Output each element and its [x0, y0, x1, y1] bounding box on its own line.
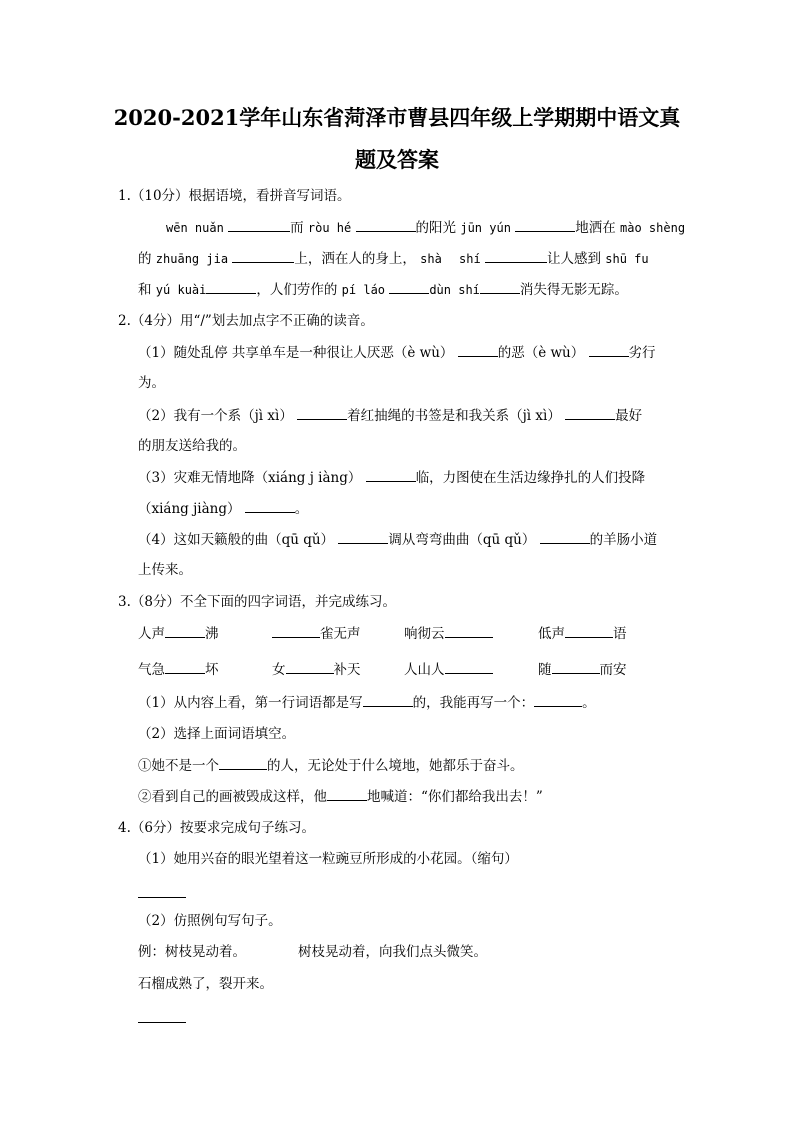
answer-blank[interactable] [445, 660, 493, 674]
q4-sub1: （1）她用兴奋的眼光望着这一粒豌豆所形成的小花园。（缩句） [138, 851, 518, 867]
answer-blank[interactable] [165, 624, 205, 638]
answer-blank[interactable] [297, 406, 347, 420]
answer-blank[interactable] [565, 624, 613, 638]
answer-blank[interactable] [206, 280, 256, 294]
q1-line3: 和 yú kuài ，人们劳作的 pí láo dùn shí 消失得无影无踪。 [138, 282, 628, 298]
answer-line[interactable] [138, 897, 186, 898]
answer-blank[interactable] [485, 249, 547, 263]
answer-blank[interactable] [540, 530, 590, 544]
answer-blank[interactable] [515, 218, 575, 232]
q3-sub2: （2）选择上面词语填空。 [138, 726, 296, 742]
q2-item4-line2: 上传来。 [138, 562, 192, 578]
q3-word-r2c3: 人山人 [404, 660, 493, 679]
q3-header: 3.（8分）不全下面的四字词语，并完成练习。 [118, 594, 396, 610]
q4-sub3: 石榴成熟了，裂开来。 [138, 976, 273, 992]
q3-word-r2c4: 随 而安 [538, 662, 627, 678]
q4-example-b: 树枝晃动着，向我们点头微笑。 [298, 944, 487, 960]
q3-sub1: （1）从内容上看，第一行词语都是写 的，我能再写一个： 。 [138, 695, 596, 711]
q4-header: 4.（6分）按要求完成句子练习。 [118, 820, 315, 836]
answer-blank[interactable] [389, 280, 429, 294]
q2-header: 2.（4分）用“/”划去加点字不正确的读音。 [118, 313, 374, 329]
answer-blank[interactable] [219, 756, 267, 770]
answer-blank[interactable] [338, 530, 388, 544]
q3-word-r1c2: 雀无声 [272, 624, 361, 643]
answer-blank[interactable] [445, 624, 493, 638]
answer-blank[interactable] [245, 499, 295, 513]
q1-header: 1.（10分）根据语境，看拼音写词语。 [118, 188, 351, 204]
answer-blank[interactable] [565, 406, 615, 420]
q1-line2: 的 zhuāng jia 上，洒在人的身上， shà shí 让人感到 shū fu [138, 251, 649, 267]
answer-blank[interactable] [480, 280, 520, 294]
answer-blank[interactable] [286, 660, 334, 674]
q2-item4-line1: （4）这如天籁般的曲（qū qǔ） 调从弯弯曲曲（qū qǔ） 的羊肠小道 [138, 532, 658, 548]
answer-blank[interactable] [534, 693, 582, 707]
q3-word-r1c3: 响彻云 [404, 624, 493, 643]
q3-word-r2c2: 女 补天 [272, 662, 361, 678]
document-title-line1: 2020-2021学年山东省菏泽市曹县四年级上学期期中语文真 [113, 105, 681, 130]
q4-sub2: （2）仿照例句写句子。 [138, 913, 282, 929]
answer-blank[interactable] [363, 693, 413, 707]
answer-blank[interactable] [327, 787, 367, 801]
q2-item1-line1: （1）随处乱停 共享单车是一种很让人厌恶（è wù） 的恶（è wù） 劣行 [138, 345, 656, 361]
q2-item2-line1: （2）我有一个系（jì xì） 着红抽绳的书签是和我关系（jì xì） 最好 [138, 408, 643, 424]
q3-sub2-b: ②看到自己的画被毁成这样，他 地喊道：“你们都给我出去！” [138, 789, 543, 805]
q3-word-r1c1: 人声 沸 [138, 626, 219, 642]
q2-item3-line1: （3）灾难无情地降（xiáng j iàng） 临，力图使在生活边缘挣扎的人们投降 [138, 470, 646, 486]
q3-sub2-a: ①她不是一个 的人，无论处于什么境地，她都乐于奋斗。 [138, 758, 524, 774]
answer-blank[interactable] [356, 218, 416, 232]
q1-line1: wēn nuǎn 而 ròu hé 的阳光 jūn yún 地洒在 mào shèng [166, 220, 686, 236]
answer-blank[interactable] [589, 343, 629, 357]
q2-item2-line2: 的朋友送给我的。 [138, 438, 246, 454]
document-title-line2: 题及答案 [355, 147, 439, 172]
q3-word-r1c4: 低声 语 [538, 626, 627, 642]
answer-line[interactable] [138, 1022, 186, 1023]
answer-blank[interactable] [458, 343, 498, 357]
answer-blank[interactable] [552, 660, 600, 674]
q4-example-a: 例：树枝晃动着。 [138, 944, 246, 960]
answer-blank[interactable] [272, 624, 320, 638]
answer-blank[interactable] [228, 218, 290, 232]
q3-word-r2c1: 气急 坏 [138, 662, 219, 678]
q2-item1-line2: 为。 [138, 375, 165, 391]
q2-item3-line2: （xiáng jiàng） 。 [138, 501, 309, 517]
answer-blank[interactable] [165, 660, 205, 674]
answer-blank[interactable] [232, 249, 294, 263]
answer-blank[interactable] [366, 468, 416, 482]
